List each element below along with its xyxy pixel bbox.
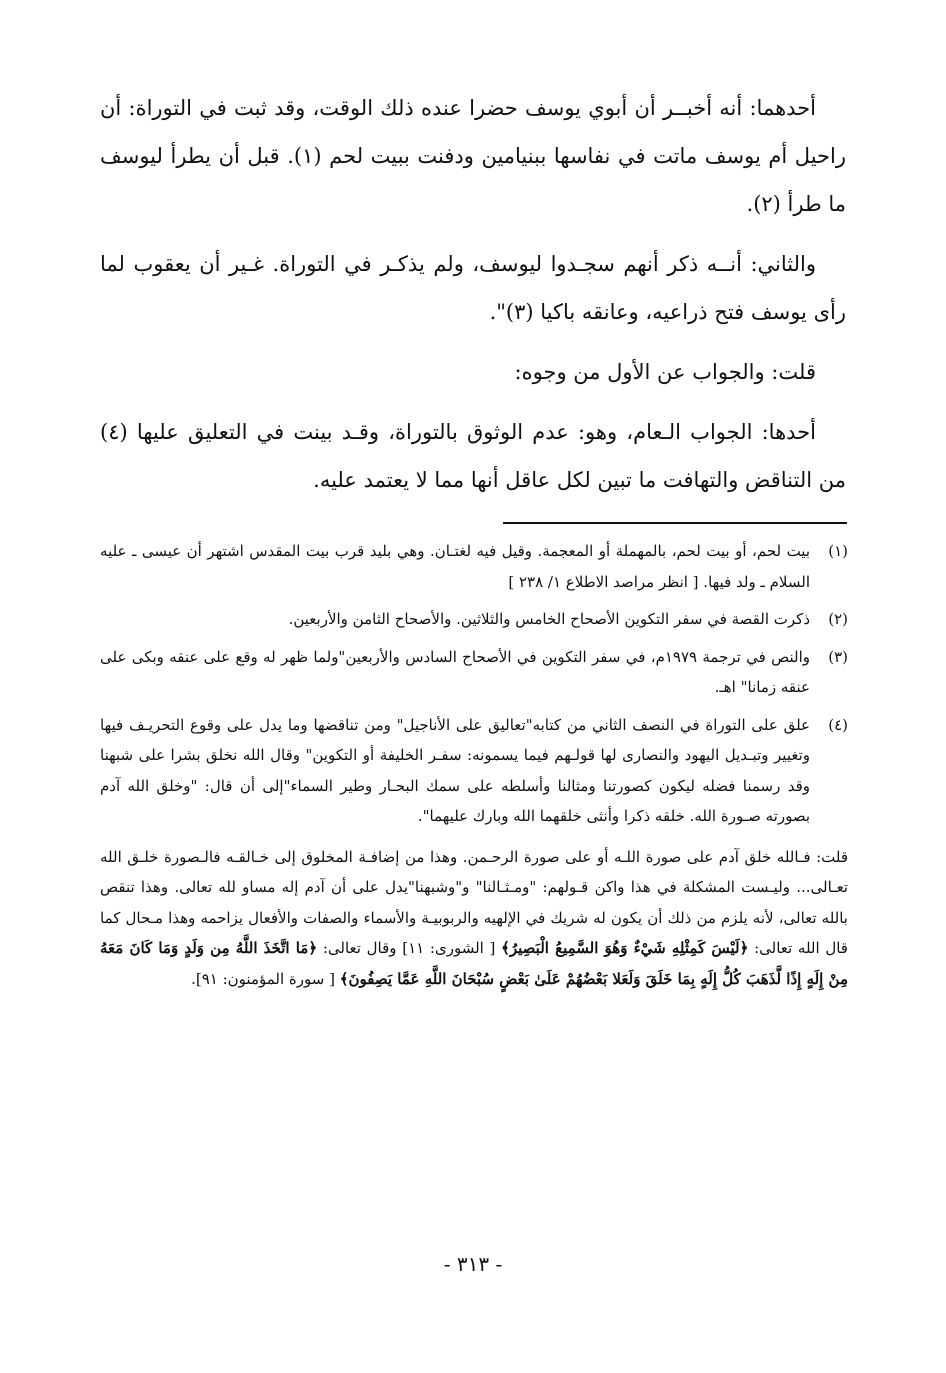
- comment-text: قلت: فـالله خلق آدم على صورة اللـه أو على صورة الرحـمن. وهذا من إضافـة المخلوق إلى خـالقـه فالـصورة خلـق الله تعـالى... وليـست المشكلة في هذا واكن قـولهم: "ومـثـالنا" و"وشبهنا"يدل على أن آدم إله مساو لله تعالى. وهذا تنقص بالله تعالى، لأنه يلزم من ذلك أن يكون له شريك في الإلهيه والربوبيـة والأسماء والصفات والأفعال يزاحمه وهذا مـحال كما قال الله تعالى:: [100, 847, 848, 957]
- footnote-number: (١): [828, 542, 848, 560]
- paragraph-answer-intro: قلت: والجواب عن الأول من وجوه:: [514, 360, 816, 384]
- verse-reference-shura: [ الشورى: ١١] وقال تعالى:: [322, 939, 496, 957]
- page-number: - ٣١٣ -: [443, 1252, 503, 1276]
- footnote-number: (٤): [828, 715, 848, 734]
- footnote-text: بيت لحم، أو بيت لحم، بالمهملة أو المعجمة. وقيل فيه لغتـان. وهي بليد قرب بيت المقدس اشتهر أن عيسى ـ عليه السلام ـ ولد فيها. [ انظر مراصد الاطلاع ١/ ٢٣٨ ]: [100, 542, 810, 591]
- quran-verse-shura: ﴿لَيْسَ كَمِثْلِهِ شَيْءٌ وَهُوَ السَّمِيعُ الْبَصِيرُ﴾: [501, 939, 749, 957]
- footnotes: [100, 536, 848, 994]
- footnote-1: [100, 536, 848, 597]
- footnote-text: ذكرت القصة في سفر التكوين الأصحاح الخامس والثلاثين. والأصحاح الثامن والأربعين.: [288, 610, 810, 628]
- footnote-2: [100, 604, 848, 635]
- footnote-text: والنص في ترجمة ١٩٧٩م، في سفر التكوين في الأصحاح السادس والأربعين"ولما ظهر له وقع على عنقه وبكى على عنقه زمانا" اهـ.: [100, 647, 810, 696]
- quran-verse-muminun: ﴿مَا اتَّخَذَ اللَّهُ مِن وَلَدٍ وَمَا كَانَ مَعَهُ مِنْ إِلَهٍ إِذًا لَّذَهَبَ كُلُّ إِلَهٍ بِمَا خَلَقَ وَلَعَلا بَعْضُهُمْ عَلَىٰ بَعْضٍ سُبْحَانَ اللَّهِ عَمَّا يَصِفُونَ﴾: [100, 939, 848, 988]
- footnote-3: [100, 642, 848, 703]
- footnote-comment: [100, 842, 848, 995]
- footnote-number: (٢): [828, 610, 848, 628]
- verse-reference-muminun: [ سورة المؤمنون: ٩١].: [191, 969, 335, 988]
- footnote-text: علق على التوراة في النصف الثاني من كتابه"تعاليق على الأناجيل" ومن تناقضها وما يدل على وقوع التحريـف فيها وتغيير وتبـديل اليهود والنصارى لها قولـهم فيما يسمونه: سفـر الخليفة أو التكوين" وقال الله نخلق بشرا على شبهنا وقد رسمنا فضله ليكون كصورتنا ومثالنا وأسلطه على سمك البحـار وطير السماء"إلى أن قال: "وخلق الله آدم بصورته صـورة الله. خلقه ذكرا وأنثى خلقهما الله وبارك عليهما".: [100, 715, 810, 825]
- footnote-4: [100, 710, 848, 832]
- paragraph-general-answer: أحدها: الجواب الـعام، وهو: عدم الوثوق بالتوراة، وقـد بينت في التعليق عليها (٤) من التناقض والتهافت ما تبين لكل عاقل أنها مما لا يعتمد عليه.: [100, 420, 846, 492]
- footnote-separator: [503, 522, 847, 524]
- paragraph-second-reason: والثاني: أنــه ذكر أنهم سجـدوا ليوسف، ولم يذكـر في التوراة. غـير أن يعقوب لما رأى يوسف فتح ذراعيه، وعانقه باكيا (٣)".: [100, 252, 846, 324]
- footnote-number: (٣): [828, 647, 848, 666]
- main-text: [100, 84, 846, 516]
- paragraph-first-reason: أحدهما: أنه أخبــر أن أبوي يوسف حضرا عنده ذلك الوقت، وقد ثبت في التوراة: أن راحيل أم يوسف ماتت في نفاسها ببنيامين ودفنت ببيت لحم (١). قبل أن يطرأ ليوسف ما طرأ (٢).: [100, 96, 846, 216]
